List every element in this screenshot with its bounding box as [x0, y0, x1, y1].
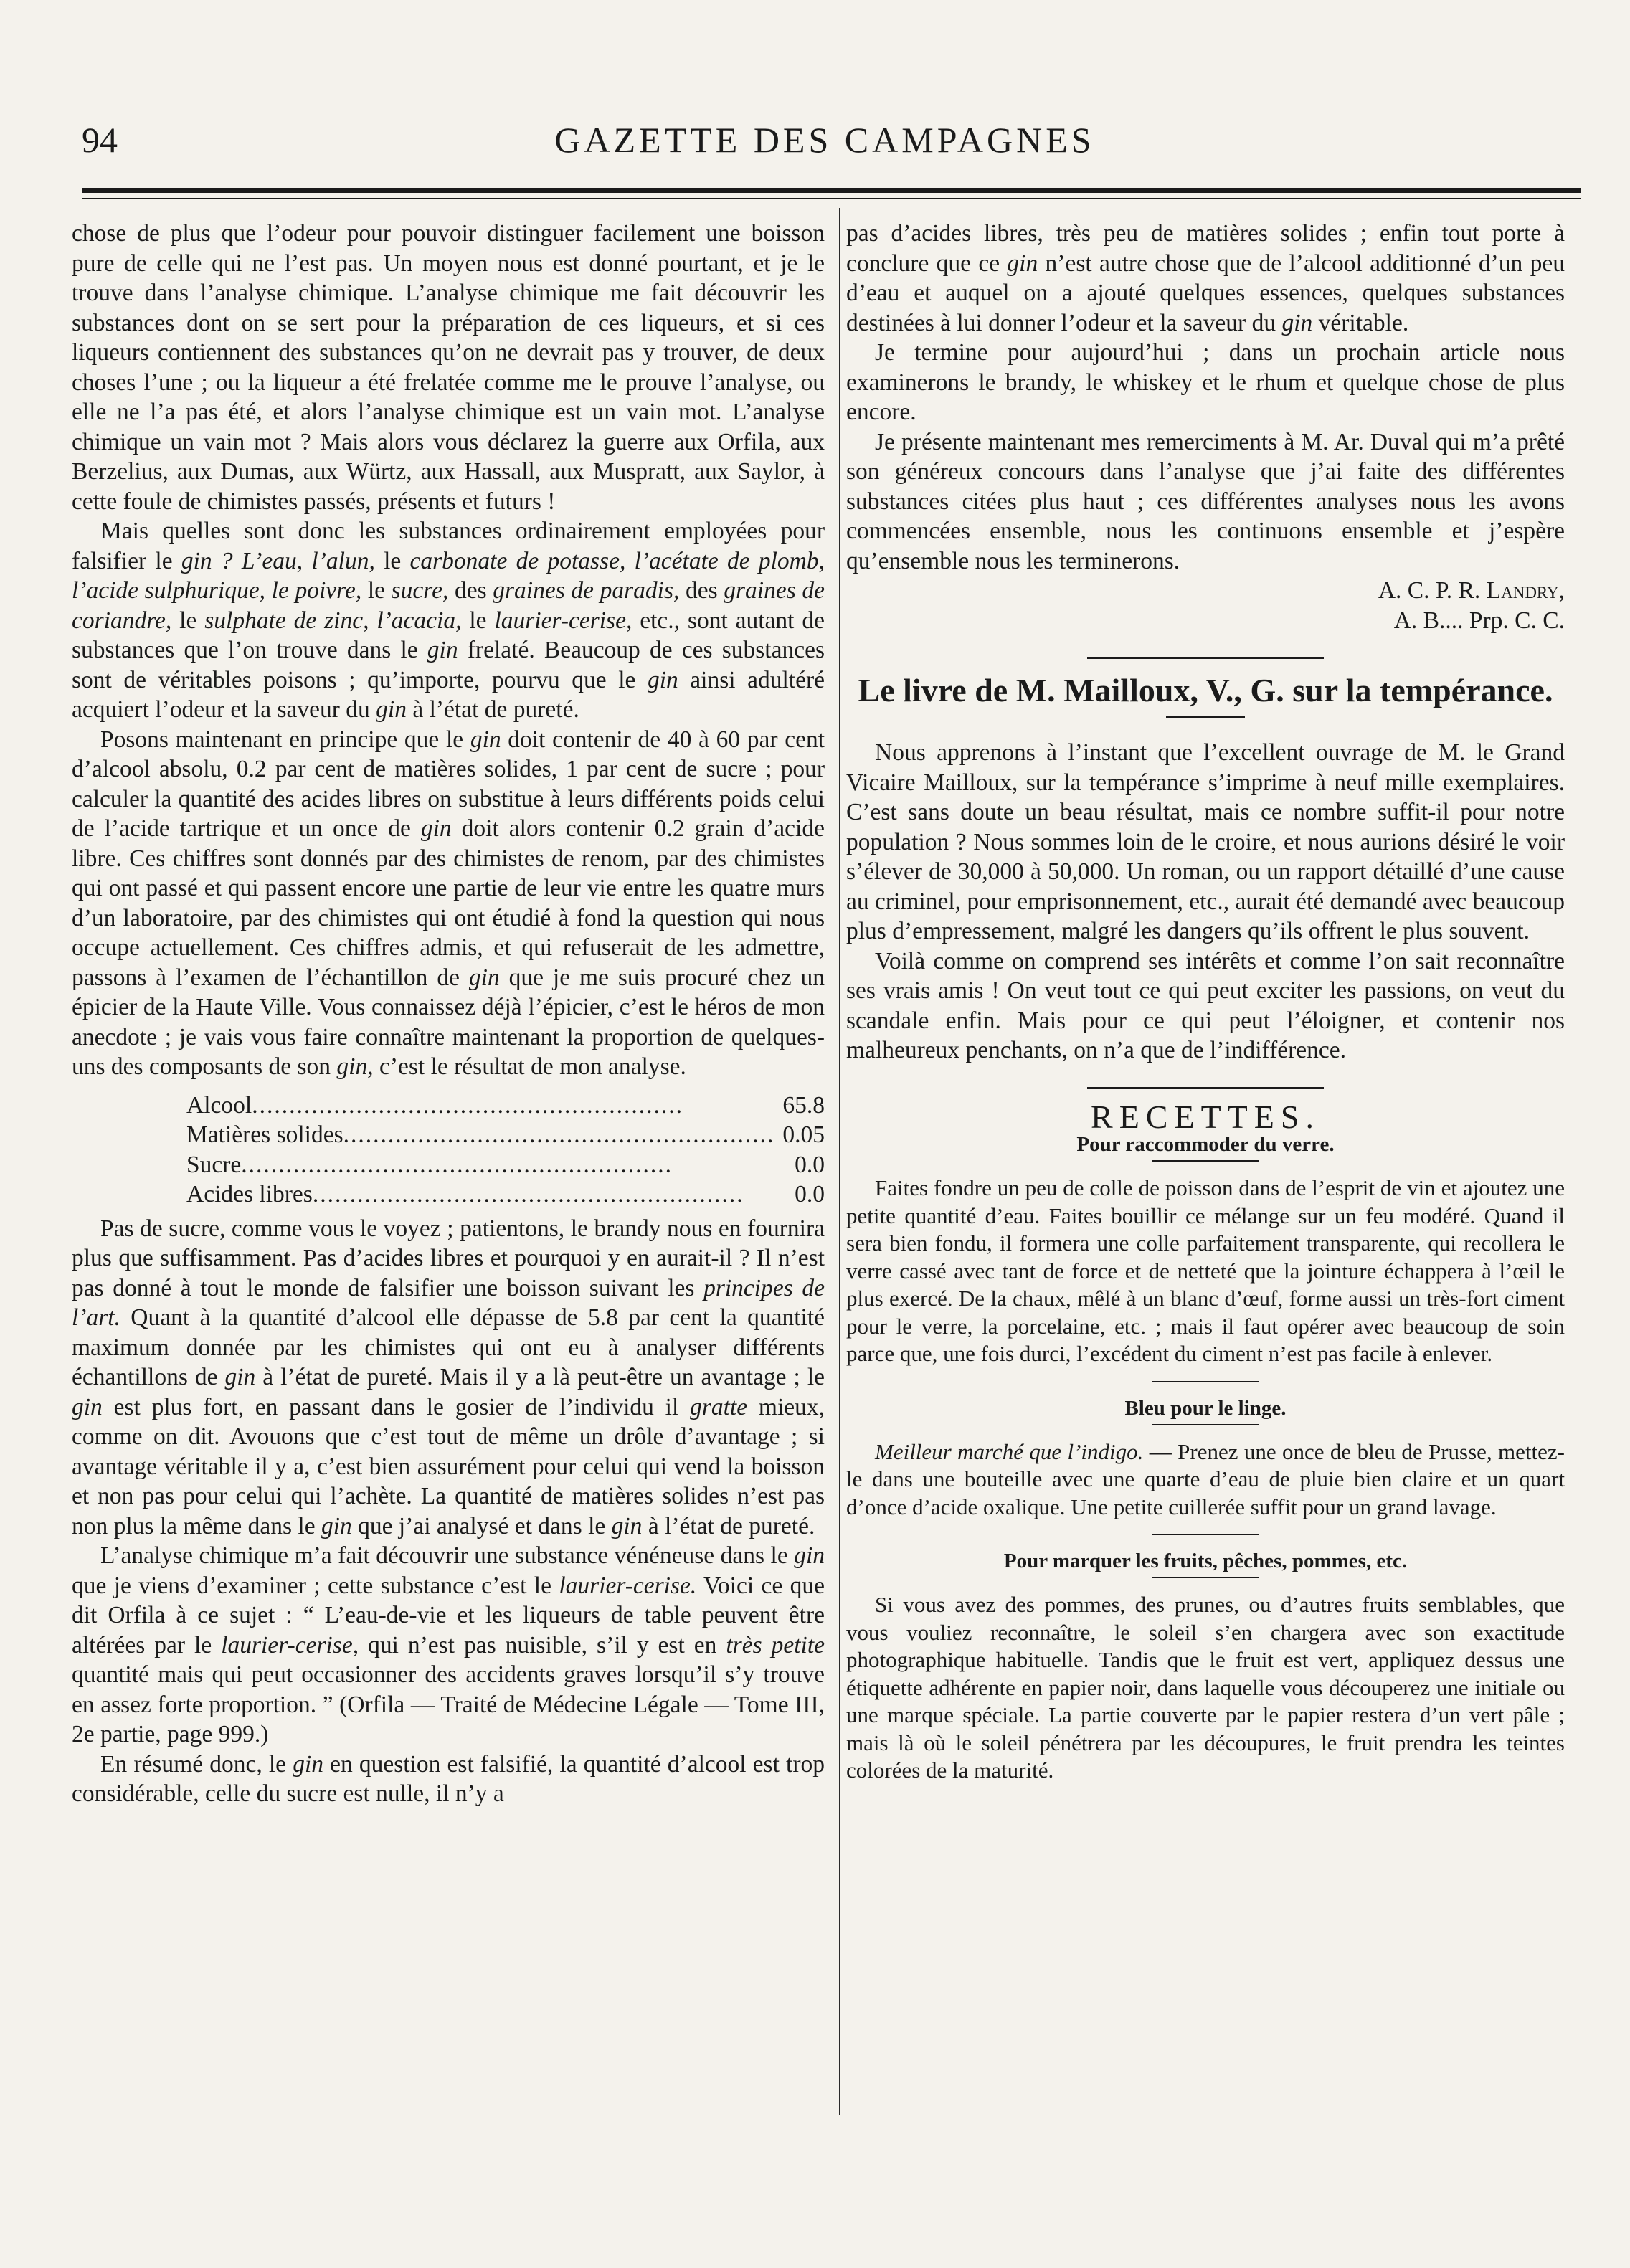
header-rule-thick	[82, 188, 1581, 193]
paragraph: chose de plus que l’odeur pour pouvoir distinguer facilement une boisson pure de celle qui ne l’est pas. Un moyen nous est donné pourtant, et je le trouve dans l’analyse chimique. L’analyse chimique me fait découvrir les substances dont on se sert pour la préparation de ces liqueurs, et si ces liqueurs contiennent des substances qu’on ne devrait pas y trouver, de deux choses l’une ; ou la liqueur a été frelatée comme me le prouve l’analyse, ou elle ne l’a pas été, et alors l’analyse chimique est un vain mot. L’analyse chimique un vain mot ? Mais alors vous déclarez la guerre aux Orfila, aux Berzelius, aux Dumas, aux Würtz, aux Hassall, aux Muspratt, aux Saylor, à cette foule de chimistes passés, présents et futurs !	[72, 220, 825, 515]
paragraph: Pas de sucre, comme vous le voyez ; patientons, le brandy nous en fournira plus que suffisamment. Pas d’acides libres et pourquoi y en aurait-il ? Il n’est pas donné à tout le monde de falsifier une boisson suivant les principes de l’art. Quant à la quantité d’alcool elle dépasse de 5.8 par cent la quantité maximum donnée par les chimistes qui ont eu à analyser différents échantillons de gin à l’état de pureté. Mais il y a là peut-être un avantage ; le gin est plus fort, en passant dans le gosier de l’individu il gratte mieux, comme on dit. Avouons que c’est tout de même un drôle d’avantage ; si avantage véritable il y a, c’est bien assurément pour celui qui vend la boisson et non pas pour celui qui l’achète. La quantité de matières solides n’est pas non plus la même dans le gin que j’ai analysé et dans le gin à l’état de pureté.	[72, 1215, 825, 1539]
analysis-label: Acides libres	[186, 1181, 313, 1207]
section-separator	[1087, 1087, 1324, 1089]
left-column	[72, 219, 825, 1809]
analysis-row: Alcool.......................................................... 65.8	[186, 1091, 825, 1121]
title-rule	[1166, 716, 1245, 718]
recipe-title: Bleu pour le linge.	[1124, 1396, 1287, 1420]
analysis-label: Sucre	[186, 1151, 242, 1178]
paragraph: pas d’acides libres, très peu de matières solides ; enfin tout porte à conclure que ce gin n’est autre chose que de l’alcool additionné d’un peu d’eau et auquel on a ajouté quelques essences, quelques substances destinées à lui donner l’odeur et la saveur du gin véritable.	[846, 220, 1565, 336]
paragraph: Je termine pour aujourd’hui ; dans un prochain article nous examinerons le brandy, le whiskey et le rhum et quelque chose de plus encore.	[846, 339, 1565, 425]
recipe-text: Meilleur marché que l’indigo. — Prenez une once de bleu de Prusse, mettez-le dans une bouteille avec une quarte d’eau de pluie bien claire et un quart d’once d’acide oxalique. Une petite cuillerée suffit pour un grand lavage.	[846, 1438, 1565, 1519]
page-header	[72, 108, 1578, 172]
analysis-row: Sucre.......................................................... 0.0	[186, 1150, 825, 1180]
right-column	[846, 219, 1565, 1785]
paragraph: En résumé donc, le gin en question est falsifié, la quantité d’alcool est trop considérable, celle du sucre est nulle, il n’y a	[72, 1750, 825, 1807]
analysis-label: Matières solides	[186, 1121, 343, 1148]
paragraph: Nous apprenons à l’instant que l’excellent ouvrage de M. le Grand Vicaire Mailloux, sur la tempérance s’imprime à neuf mille exemplaires. C’est sans doute un beau résultat, mais ce nombre suffit-il pour notre population ? Nous sommes loin de le croire, et nous aurions désiré le voir s’élever de 30,000 à 50,000. Un roman, ou un rapport détaillé d’une cause au criminel, pour emprisonnement, etc., aurait été demandé avec beaucoup plus d’empressement, malgré les dangers qu’ils offrent le plus souvent.	[846, 739, 1565, 944]
analysis-row: Matières solides.......................................................... 0.05	[186, 1120, 825, 1150]
article-separator	[1087, 657, 1324, 659]
recipe-rule	[1152, 1381, 1259, 1382]
paragraph: Voilà comme on comprend ses intérêts et comme l’on sait reconnaître ses vrais amis ! On veut tout ce qui peut exciter les passions, on veut du scandale enfin. Mais pour ce qui peut l’éloigner, et contenir nos malheureux penchants, on n’a que de l’indifférence.	[846, 947, 1565, 1063]
analysis-value: 65.8	[782, 1091, 825, 1119]
recipe-text: Faites fondre un peu de colle de poisson dans de l’esprit de vin et ajoutez une petite quantité d’eau. Faites bouillir ce mélange sur un feu modéré. Quand il sera bien fondu, il formera une colle parfaitement transparente, qui recollera le verre cassé avec tant de force et de netteté que la jointure échappera à l’œil le plus exercé. De la chaux, mêlé à un blanc d’œuf, forme aussi un très-fort ciment pour le verre, la porcelaine, etc. ; mais il faut opérer avec beaucoup de soin parce que, une fois durci, l’excédent du ciment n’est pas facile à enlever.	[846, 1175, 1565, 1366]
analysis-value: 0.0	[795, 1181, 825, 1207]
analysis-value: 0.0	[795, 1151, 825, 1178]
paragraph: Posons maintenant en principe que le gin doit contenir de 40 à 60 par cent d’alcool absolu, 0.2 par cent de matières solides, 1 par cent de sucre ; pour calculer la quantité des acides libres on substitue à leurs différents poids celui de l’acide tartrique et un once de gin doit alors contenir 0.2 grain d’acide libre. Ces chiffres sont donnés par des chimistes de renom, par des chimistes qui ont passé et qui passent encore une partie de leur vie entre les quatre murs d’un laboratoire, par des chimistes qui ont étudié à fond la question qui nous occupe actuellement. Ces chiffres admis, et qui refuserait de les admettre, passons à l’examen de l’échantillon de gin que je me suis procuré chez un épicier de la Haute Ville. Vous connaissez déjà l’épicier, c’est le héros de mon anecdote ; je vais vous faire connaître maintenant la proportion de quelques-uns des composants de son gin, c’est le résultat de mon analyse.	[72, 726, 825, 1080]
recipe-title: Pour raccommoder du verre.	[1076, 1133, 1335, 1156]
signature-line-1: A. C. P. R. Landry,	[1378, 577, 1565, 604]
page-number: 94	[82, 120, 118, 160]
paragraph: Je présente maintenant mes remerciments à M. Ar. Duval qui m’a prêté son généreux concours dans l’analyse que j’ai faite des différentes substances citées plus haut ; ces différentes analyses nous les avons commencées ensemble, nous les continuons ensemble et j’espère qu’ensemble nous les terminerons.	[846, 428, 1565, 574]
analysis-table	[186, 1091, 825, 1210]
recipe-rule	[1152, 1424, 1259, 1425]
analysis-row: Acides libres.......................................................... 0.0	[186, 1180, 825, 1210]
recipe-rule	[1152, 1160, 1259, 1162]
column-divider	[839, 208, 840, 2115]
article-title: Le livre de M. Mailloux, V., G. sur la tempérance.	[858, 672, 1553, 708]
recipe-text: Si vous avez des pommes, des prunes, ou d’autres fruits semblables, que vous vouliez reconnaître, le soleil s’en chargera avec son exactitude photographique habituelle. Tandis que le fruit est vert, appliquez dessus une étiquette adhérente en papier noir, dans laquelle vous découperez une initiale ou une marque spéciale. La partie couverte par le papier restera d’un vert pâle ; mais là où le soleil pénétrera par les découpures, le fruit prendra les teintes colorées de la maturité.	[846, 1592, 1565, 1783]
analysis-label: Alcool	[186, 1091, 252, 1119]
running-title: GAZETTE DES CAMPAGNES	[554, 120, 1095, 160]
recettes-title: RECETTES.	[1091, 1098, 1320, 1135]
recipe-rule	[1152, 1577, 1259, 1578]
signature-line-2: A. B.... Prp. C. C.	[1393, 607, 1565, 634]
recipe-title: Pour marquer les fruits, pêches, pommes, etc.	[1003, 1550, 1408, 1572]
paragraph: L’analyse chimique m’a fait découvrir une substance vénéneuse dans le gin que je viens d’examiner ; cette substance c’est le laurier-cerise. Voici ce que dit Orfila à ce sujet : “ L’eau-de-vie et les liqueurs de table peuvent être altérées par le laurier-cerise, qui n’est pas nuisible, s’il y est en très petite quantité mais qui peut occasionner des accidents graves lorsqu’il s’y trouve en assez forte proportion. ” (Orfila — Traité de Médecine Légale — Tome III, 2e partie, page 999.)	[72, 1542, 825, 1747]
analysis-value: 0.05	[782, 1121, 825, 1148]
paragraph: Mais quelles sont donc les substances ordinairement employées pour falsifier le gin ? L’eau, l’alun, le carbonate de potasse, l’acétate de plomb, l’acide sulphurique, le poivre, le sucre, des graines de paradis, des graines de coriandre, le sulphate de zinc, l’acacia, le laurier-cerise, etc., sont autant de substances que l’on trouve dans le gin frelaté. Beaucoup de ces substances sont de véritables poisons ; qu’importe, pourvu que le gin ainsi adultéré acquiert l’odeur et la saveur du gin à l’état de pureté.	[72, 518, 825, 723]
header-rule-thin	[82, 198, 1581, 199]
recipe-rule	[1152, 1534, 1259, 1535]
